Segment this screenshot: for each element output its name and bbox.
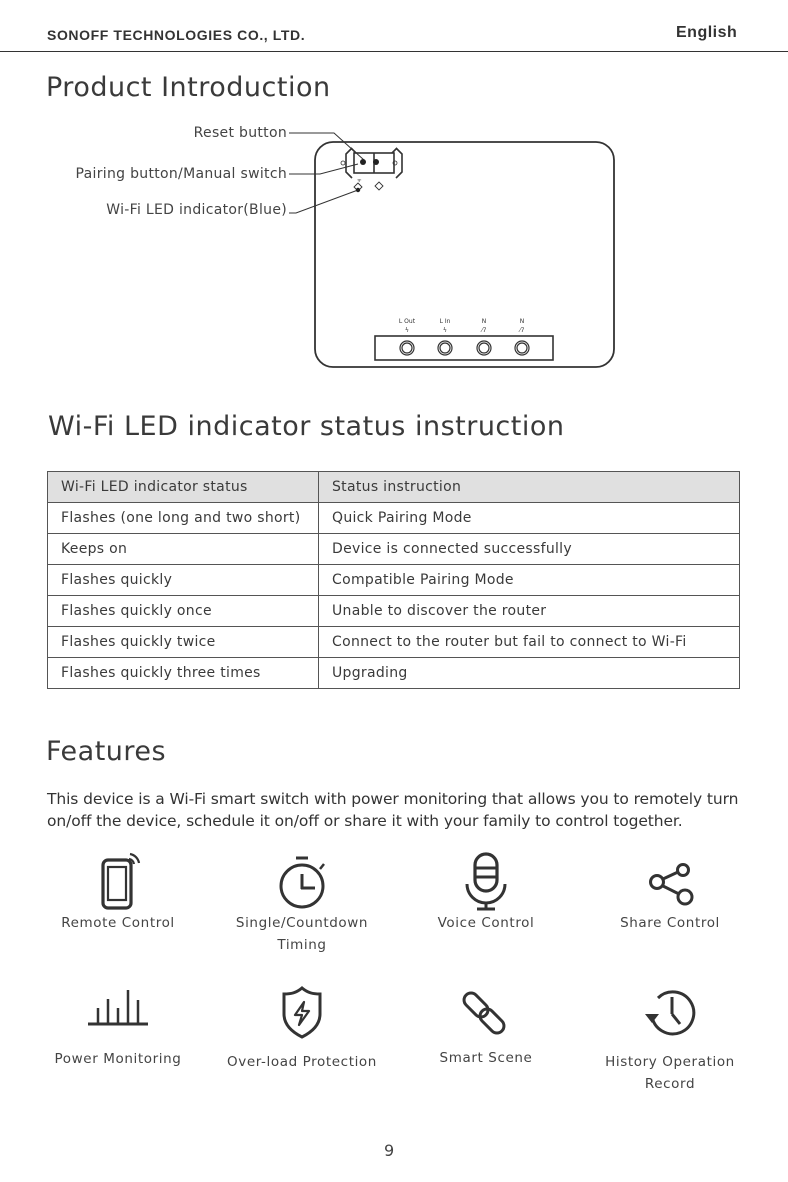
feature-label: Voice Control [437,915,535,931]
features-title: Features [46,736,167,767]
table-header-row [48,472,740,503]
table-cell: Flashes quickly once [48,596,319,627]
callout-reset-button: Reset button [193,125,287,141]
wifi-led-section-title: Wi-Fi LED indicator status instruction [48,411,565,442]
table-cell: Keeps on [48,534,319,565]
feature-smart-scene [396,984,576,1069]
svg-text:N: N [481,318,487,325]
table-cell: Connect to the router but fail to connect to Wi-Fi [319,627,740,658]
feature-label: Remote Control [61,915,175,931]
table-row [48,565,740,596]
svg-text:ϟ: ϟ [405,327,409,334]
callout-pairing-button: Pairing button/Manual switch [75,166,287,182]
bar-chart-icon [88,984,148,1044]
table-row [48,627,740,658]
svg-text:ϟ: ϟ [443,327,447,334]
feature-share-control [580,852,760,934]
page-number: 9 [384,1141,395,1160]
features-description: This device is a Wi-Fi smart switch with power monitoring that allows you to remotely turn on/off the device, schedule it on/off or share it with your family to control together. [47,790,739,830]
link-icon [456,984,516,1044]
table-cell: Upgrading [319,658,740,689]
history-icon [640,984,700,1044]
feature-remote-control [28,852,208,934]
callout-wifi-led: Wi-Fi LED indicator(Blue) [106,202,287,218]
shield-bolt-icon [272,984,332,1044]
svg-text:ᯤ: ᯤ [357,178,362,184]
table-cell: Flashes quickly twice [48,627,319,658]
svg-text:N: N [519,318,525,325]
share-icon [640,852,700,912]
svg-text:⁄7: ⁄7 [519,327,525,334]
table-cell: Flashes quickly three times [48,658,319,689]
feature-history-record [580,984,760,1095]
feature-overload-protection [212,984,392,1073]
table-row [48,503,740,534]
feature-label: History Operation Record [605,1054,735,1092]
header-divider [0,51,788,52]
svg-text:⁄7: ⁄7 [481,327,487,334]
company-name: SONOFF TECHNOLOGIES CO., LTD. [47,27,306,43]
device-diagram [0,0,788,400]
svg-text:L Out: L Out [398,318,416,325]
microphone-icon [456,852,516,912]
feature-power-monitoring [28,984,208,1070]
feature-timing [212,852,392,956]
feature-label: Over-load Protection [227,1054,377,1070]
table-cell: Quick Pairing Mode [319,503,740,534]
table-cell: Compatible Pairing Mode [319,565,740,596]
feature-label: Smart Scene [439,1050,533,1066]
table-cell: Flashes (one long and two short) [48,503,319,534]
table-row [48,534,740,565]
table-cell: Unable to discover the router [319,596,740,627]
table-row [48,658,740,689]
table-header-cell: Wi-Fi LED indicator status [48,472,319,503]
language-label: English [676,24,738,41]
table-row [48,596,740,627]
phone-wireless-icon [88,852,148,912]
table-cell: Device is connected successfully [319,534,740,565]
table-header-cell: Status instruction [319,472,740,503]
feature-label: Single/Countdown Timing [235,915,369,953]
feature-label: Share Control [620,915,720,931]
stopwatch-icon [272,852,332,912]
terminal-block [375,336,553,360]
led-status-table [47,471,740,689]
svg-text:L In: L In [439,318,451,325]
device-body [315,142,614,367]
product-introduction-title: Product Introduction [46,72,331,103]
table-cell: Flashes quickly [48,565,319,596]
feature-label: Power Monitoring [54,1051,182,1067]
feature-voice-control [396,852,576,934]
